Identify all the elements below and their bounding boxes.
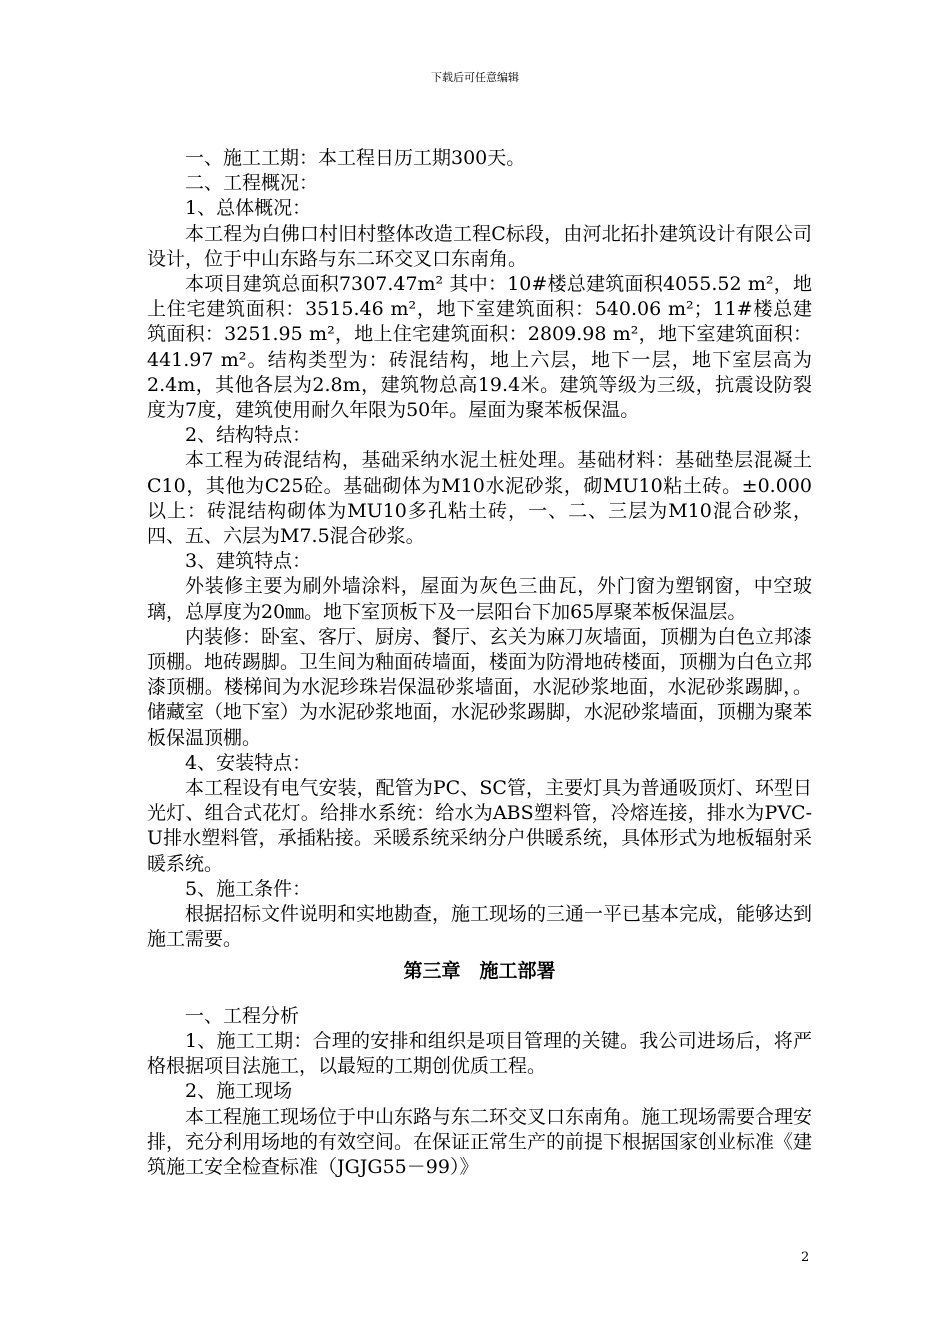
paragraph: 本工程为砖混结构，基础采纳水泥土桩处理。基础材料：基础垫层混凝土C10，其他为C25砼。基础砌体为M10水泥砂浆，砌MU10粘土砖。±0.000以上：砖混结构砌体为MU10多孔粘土砖，一、二、三层为M10混合砂浆，四、五、六层为M7.5混合砂浆。 [147, 449, 812, 548]
paragraph: 3、建筑特点： [185, 550, 312, 573]
paragraph: 1、总体概况： [185, 197, 312, 220]
paragraph: 5、施工条件： [185, 877, 312, 900]
paragraph: 一、施工工期：本工程日历工期300天。 [185, 147, 526, 169]
chapter-title: 第三章 施工部署 [403, 959, 556, 982]
paragraph: 2、施工现场 [185, 1080, 293, 1103]
paragraph: 2、结构特点： [185, 424, 312, 447]
paragraph: 本工程施工现场位于中山东路与东二环交叉口东南角。施工现场需要合理安排，充分利用场地的有效空间。在保证正常生产的前提下根据国家创业标准《建筑施工安全检查标准（JGJG55－99）》 [147, 1105, 813, 1178]
paragraph: 外装修主要为刷外墙涂料，屋面为灰色三曲瓦，外门窗为塑钢窗，中空玻璃，总厚度为20㎜。地下室顶板下及一层阳台下加65厚聚苯板保温层。 [147, 575, 812, 623]
paragraph: 本工程为白佛口村旧村整体改造工程C标段，由河北拓扑建筑设计有限公司设计，位于中山东路与东二环交叉口东南角。 [147, 222, 812, 270]
paragraph: 根据招标文件说明和实地勘查，施工现场的三通一平已基本完成，能够达到施工需要。 [147, 903, 813, 951]
document-body [147, 146, 812, 1180]
paragraph: 1、施工工期：合理的安排和组织是项目管理的关键。我公司进场后，将严格根据项目法施工，以最短的工期创优质工程。 [147, 1029, 812, 1078]
paragraph: 内装修：卧室、客厅、厨房、餐厅、玄关为麻刀灰墙面，顶棚为白色立邦漆顶棚。地砖踢脚。卫生间为釉面砖墙面，楼面为防滑地砖楼面，顶棚为白色立邦漆顶棚。楼梯间为水泥珍珠岩保温砂浆墙面，水泥砂浆地面，水泥砂浆踢脚，。储藏室（地下室）为水泥砂浆地面，水泥砂浆踢脚，水泥砂浆墙面，顶棚为聚苯板保温顶棚。 [147, 625, 813, 749]
paragraph: 本工程设有电气安装，配管为PC、SC管，主要灯具为普通吸顶灯、环型日光灯、组合式花灯。给排水系统：给水为ABS塑料管，冷熔连接，排水为PVC-U排水塑料管，承插粘接。采暖系统采纳分户供暖系统，具体形式为地板辐射采暖系统。 [147, 777, 812, 875]
page-header: 下载后可任意编辑 [431, 71, 519, 84]
paragraph: 4、安装特点： [185, 751, 312, 774]
paragraph: 二、工程概况： [185, 172, 319, 195]
page-number: 2 [801, 1250, 810, 1265]
paragraph: 本项目建筑总面积7307.47m² 其中：10#楼总建筑面积4055.52 m²，地上住宅建筑面积：3515.46 m²，地下室建筑面积：540.06 m²；11#楼总建筑面积：3251.95 m²，地上住宅建筑面积：2809.98 m²，地下室建筑面积：441.97 m²。结构类型为：砖混结构，地上六层，地下一层，地下室层高为2.4m，其他各层为2.8m，建筑物总高19.4米。建筑等级为三级，抗震设防裂度为7度，建筑使用耐久年限为50年。屋面为聚苯板保温。 [147, 273, 812, 422]
paragraph: 一、工程分析 [185, 1004, 300, 1027]
